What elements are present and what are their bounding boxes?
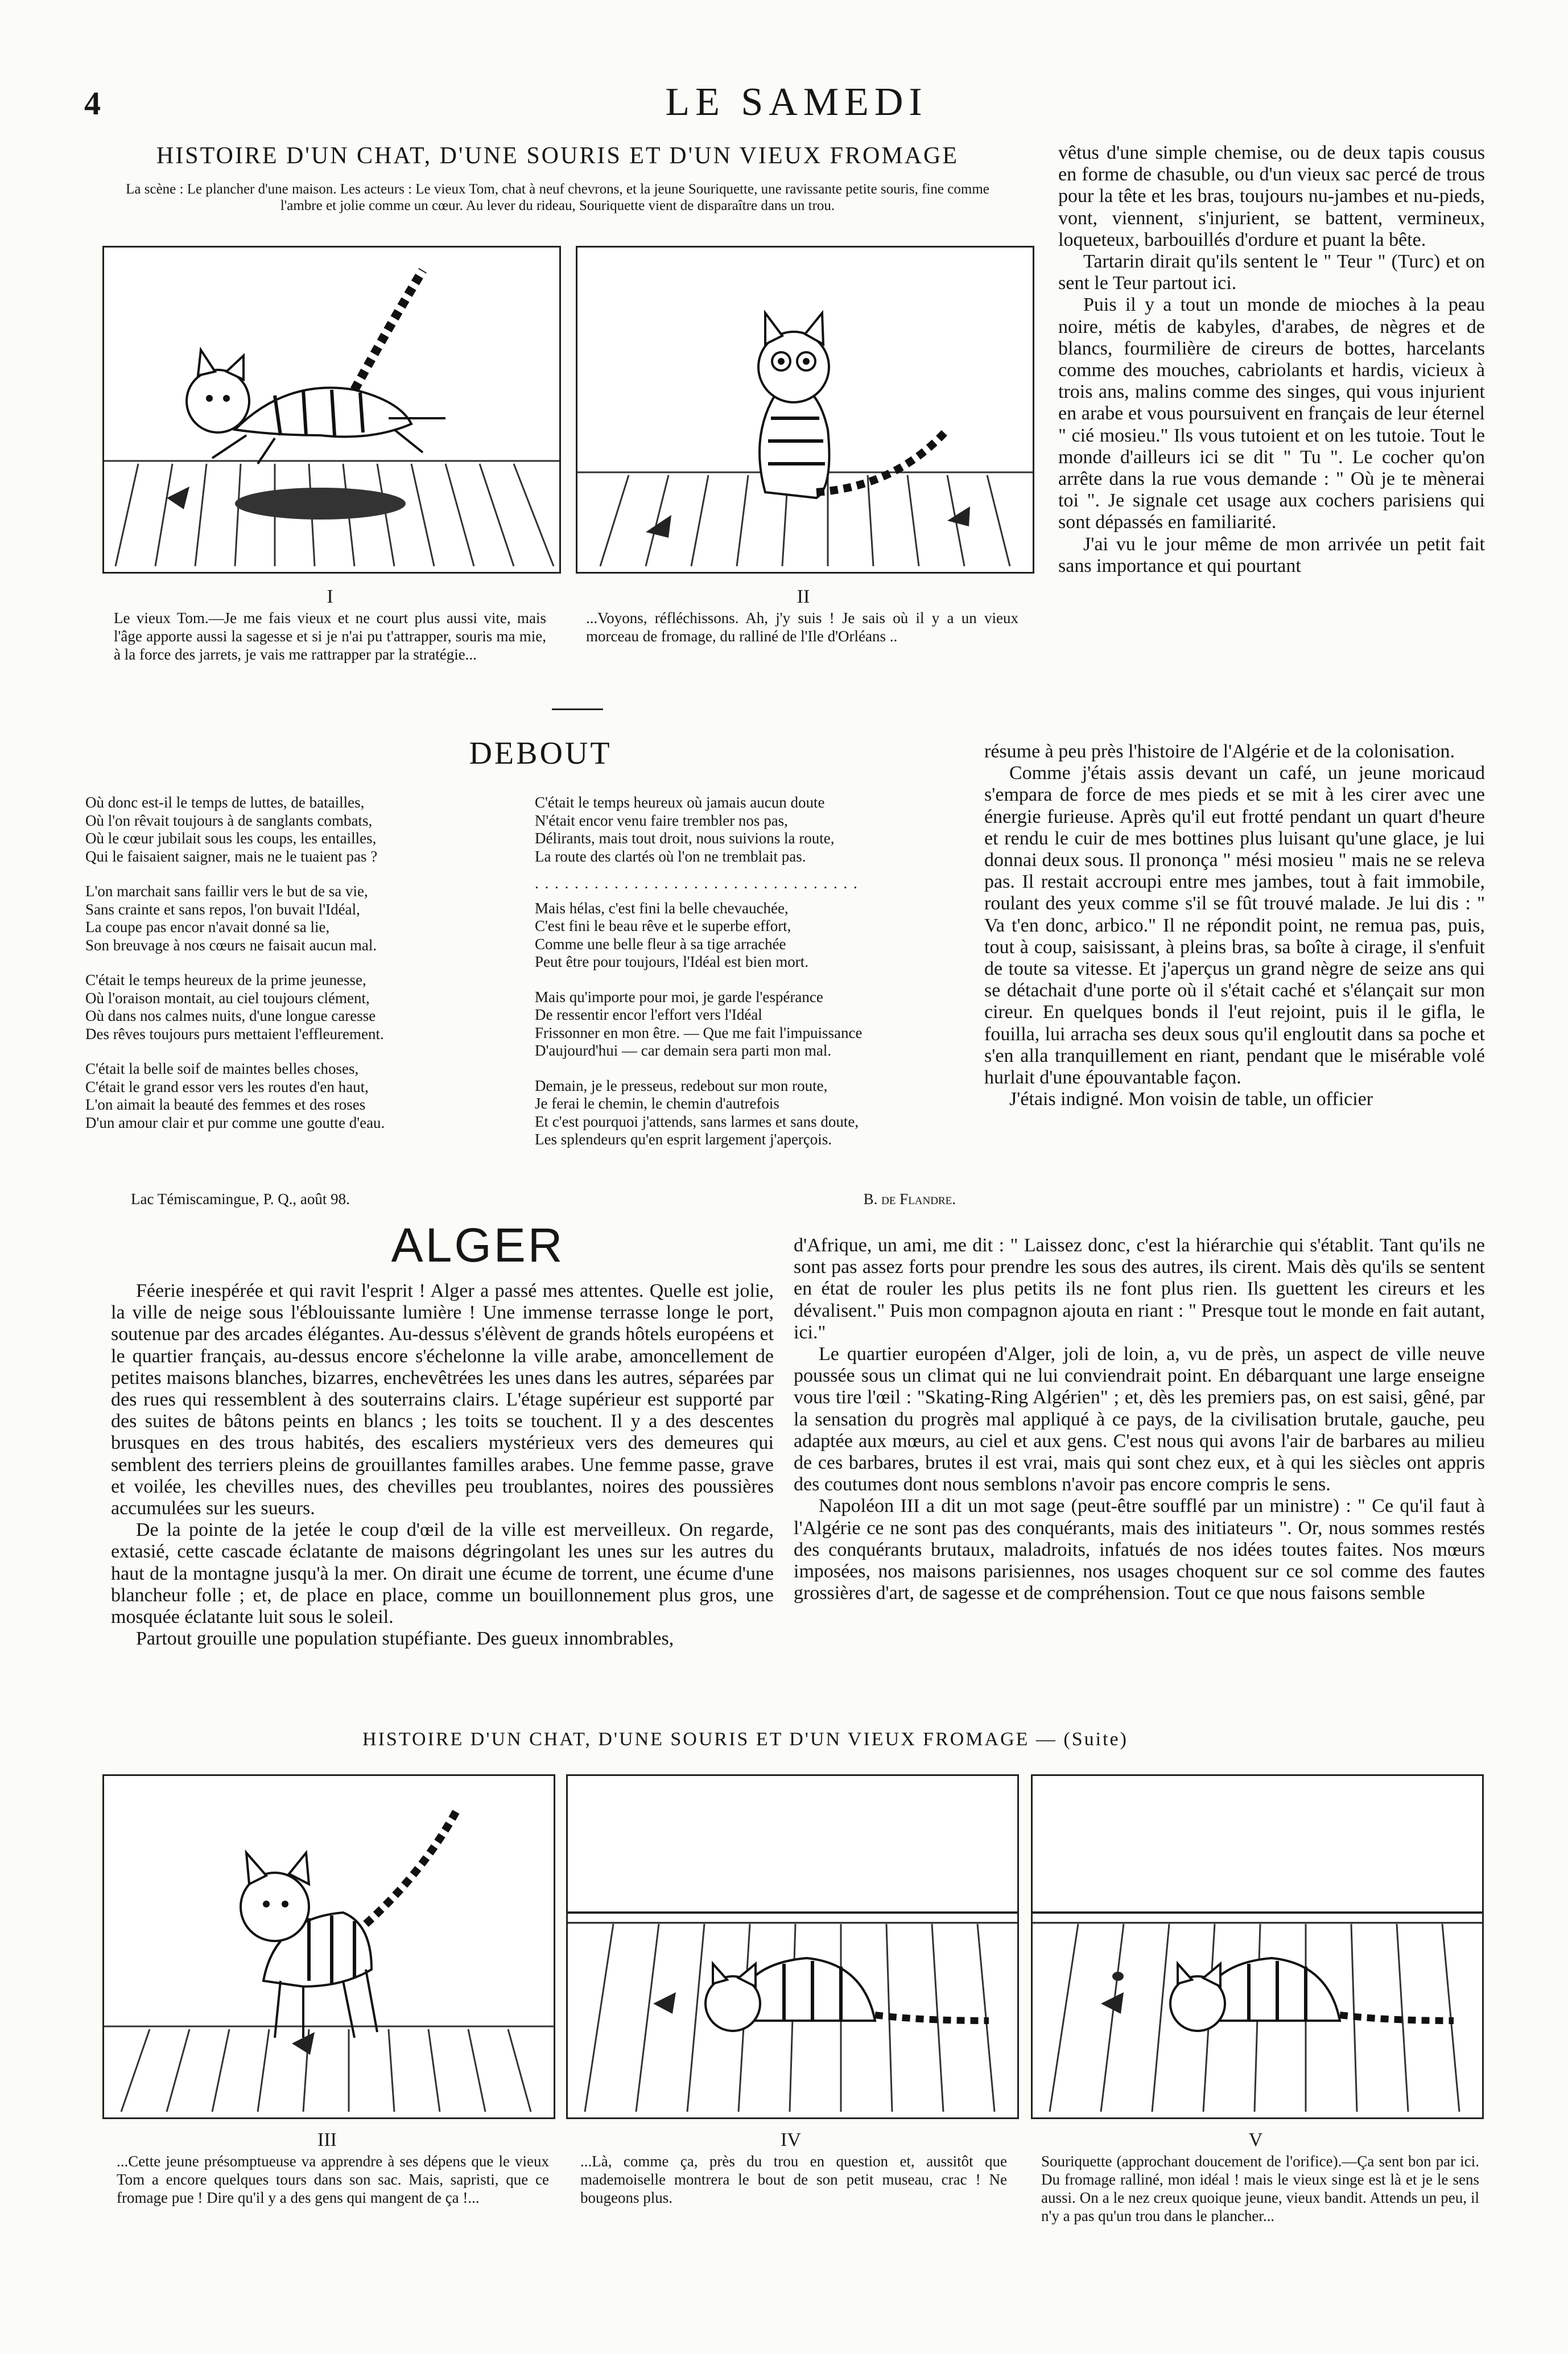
- poem-stanza: [85, 794, 506, 866]
- comic-suite-title: HISTOIRE D'UN CHAT, D'UNE SOURIS ET D'UN VIEUX FROMAGE — (Suite): [362, 1729, 1128, 1750]
- comic-panel-3: [102, 1774, 555, 2119]
- article-title: ALGER: [391, 1218, 565, 1272]
- poem-line: Je ferai le chemin, le chemin d'autrefois: [535, 1095, 779, 1112]
- poem-place-date: Lac Témiscamingue, P. Q., août 98.: [131, 1190, 350, 1208]
- poem-line: C'était le temps heureux de la prime jeunesse,: [85, 971, 366, 988]
- poem-line: De ressentir encor l'effort vers l'Idéal: [535, 1006, 762, 1023]
- cat-leaping-illustration: [104, 248, 559, 572]
- poem-title: DEBOUT: [469, 736, 612, 771]
- panel-1-numeral: I: [327, 586, 333, 607]
- poem-line: Demain, je le presseus, redebout sur mon route,: [535, 1077, 828, 1094]
- poem-line: Les splendeurs qu'en esprit largement j'aperçois.: [535, 1131, 832, 1148]
- panel-4-numeral: IV: [781, 2129, 801, 2150]
- poem-line: L'on marchait sans faillir vers le but de sa vie,: [85, 883, 368, 900]
- poem-line: N'était encor venu faire trembler nos pas,: [535, 811, 788, 829]
- paragraph: Féerie inespérée et qui ravit l'esprit ! Alger a passé mes attentes. Quelle est jolie, la ville de neige sous l'éblouissante lumière ! Une immense terrasse longe le port, soutenue par des arcades élégantes. Au-dessus s'élèvent de grands hôtels européens et le quartier français, au-dessus encore s'échelonne la ville arabe, amoncellement de petites maisons blanches, bizarres, enchevêtrées les unes dans les autres, séparées par des rues qui ressemblent à des souterrains clairs. L'étage supérieur est supporté par des suites de bâtons peints en blancs ; les toits se touchent. Il y a des descentes brusques en des trous habités, des escaliers mystérieux vers des demeures qui semblent des terriers pleins de grouillantes familles arabes. Une femme passe, grave et voilée, les chevilles nues, des chevilles peu troublantes, noires des poussières accumulées sur les sueurs.: [111, 1280, 774, 1519]
- panel-3-numeral: III: [317, 2129, 337, 2150]
- panel-1-caption: Le vieux Tom.—Je me fais vieux et ne court plus aussi vite, mais l'âge apporte aussi la sagesse et si je n'ai pu t'attrapper, souris ma mie, à la force des jarrets, je vais me rattrapper par la stratégie...: [114, 609, 546, 663]
- poem-ellipsis-dots: . . . . . . . . . . . . . . . . . . . . . . . . . . . . . . . . .: [535, 875, 859, 892]
- panel-3-caption: ...Cette jeune présomptueuse va apprendre à ses dépens que le vieux Tom a encore quelques tours dans son sac. Mais, sapristi, que ce fromage pue ! Dire qu'il y a des gens qui mangent de ça !...: [117, 2153, 549, 2206]
- poem-line: L'on aimait la beauté des femmes et des roses: [85, 1096, 366, 1113]
- comic-panel-1: [102, 246, 561, 574]
- poem-stanza: [535, 900, 979, 971]
- comic-panel-2: [576, 246, 1034, 574]
- panel-2-caption: ...Voyons, réfléchissons. Ah, j'y suis ! Je sais où il y a un vieux morceau de fromage, du ralliné de l'Ile d'Orléans ..: [586, 609, 1018, 645]
- paragraph: Partout grouille une population stupéfiante. Des gueux innombrables,: [136, 1628, 674, 1650]
- paragraph: résume à peu près l'histoire de l'Algérie et de la colonisation.: [984, 741, 1455, 762]
- paragraph: vêtus d'une simple chemise, ou de deux tapis cousus en forme de chasuble, ou d'un vieux sac percé de trous pour la tête et les bras, toujours nu-jambes et nu-pieds, vont, viennent, s'injurient, se battent, vermineux, loqueteux, barbouillés d'ordure et puant la bête.: [1058, 142, 1485, 250]
- poem-line: Où l'on rêvait toujours à de sanglants combats,: [85, 811, 373, 829]
- poem-line: Où donc est-il le temps de luttes, de batailles,: [85, 794, 365, 811]
- poem-line: C'était le grand essor vers les routes d'en haut,: [85, 1078, 369, 1095]
- page-number: 4: [84, 85, 101, 122]
- poem-line: Comme une belle fleur à sa tige arrachée: [535, 935, 786, 953]
- poem-line: C'est fini le beau rêve et le superbe effort,: [535, 917, 791, 934]
- paragraph: d'Afrique, un ami, me dit : " Laissez donc, c'est la hiérarchie qui s'établit. Tant qu'ils ne sont pas assez forts pour prendre les sous des autres, ils cirent. Mais dès qu'ils se sentent en état de rouler les plus petits ils ne font plus rien. Ils guettent les cireurs et les dévalisent." Puis mon compagnon ajouta en riant : " Presque tout le monde en fait autant, ici.": [794, 1235, 1485, 1343]
- poem-line: Où dans nos calmes nuits, d'une longue caresse: [85, 1007, 376, 1024]
- cat-sitting-illustration: [577, 248, 1033, 572]
- paragraph: Puis il y a tout un monde de mioches à la peau noire, métis de kabyles, d'arabes, de nègres et de blancs, fourmilière de cireurs de bottes, harcelants comme des mouches, cabriolants et hardis, vicieux à trois ans, malins comme des singes, qui vous injurient en arabe et vous poursuivent en français de leur éternel " cié mosieu." Ils vous tutoient et on les tutoie. Tout le monde d'ailleurs ici se dit " Tu ". Le cocher qu'on arrête dans la rue vous demande : " Où je te mènerai toi ". Je signale cet usage aux cochers parisiens qui sont dépassés en familiarité.: [1058, 294, 1485, 533]
- poem-line: Sans crainte et sans repos, l'on buvait l'Idéal,: [85, 900, 360, 918]
- poem-line: C'était le temps heureux où jamais aucun doute: [535, 794, 825, 811]
- poem-line: Mais hélas, c'est fini la belle chevauchée,: [535, 899, 789, 917]
- paragraph: Comme j'étais assis devant un café, un jeune moricaud s'empara de force de mes pieds et se mit à les cirer avec une énergie furieuse. Après qu'il eut frotté pendant un quart d'heure et rendu le cuir de mes bottines plus luisant qu'une glace, je lui donnai deux sous. Il prononça " mési mosieu " mais ne se releva pas. Il restait accroupi entre mes jambes, tout à fait immobile, roulant des yeux comme s'il se fût trouvé malade. Je lui dis : " Va t'en donc, arbico." Il ne répondit point, ne remua pas, puis, tout à coup, saisissant, à pleins bras, sa boîte à cirage, il s'enfuit de toute sa vitesse. Et j'aperçus un grand nègre de seize ans qui se détachait d'une porte où il s'était caché et s'élançait sur mon cireur. En quelques bonds il l'eut rejoint, puis il le gifla, le fouilla, lui arracha ses deux sous qu'il engloutit dans sa poche et s'en alla tranquillement en riant, pendant que le misérable volé hurlait d'une épouvantable façon.: [984, 763, 1485, 1089]
- poem-line: La route des clartés où l'on ne tremblait pas.: [535, 847, 806, 865]
- panel-4-caption: ...Là, comme ça, près du trou en question et, aussitôt que mademoiselle montrera le bout de son petit museau, crac ! Ne bougeons plus.: [580, 2153, 1007, 2206]
- separator-rule: [552, 708, 603, 710]
- panel-5-numeral: V: [1248, 2129, 1263, 2150]
- poem-stanza: [535, 988, 979, 1060]
- masthead: LE SAMEDI: [665, 80, 928, 124]
- paragraph: Tartarin dirait qu'ils sentent le " Teur " (Turc) et on sent le Teur partout ici.: [1058, 251, 1485, 294]
- cat-standing-illustration: [104, 1776, 554, 2117]
- poem-line: D'aujourd'hui — car demain sera parti mon mal.: [535, 1042, 832, 1059]
- article-continuation-column: [1058, 142, 1485, 577]
- poem-author: B. de Flandre.: [863, 1190, 956, 1208]
- panel-5-caption: Souriquette (approchant doucement de l'orifice).—Ça sent bon par ici. Du fromage ralliné, mon idéal ! mais le vieux singe est là et je le sens aussi. On a le nez creux quoique jeune, vieux bandit. Attends un peu, il n'y a pas qu'un trou dans le plancher...: [1041, 2153, 1479, 2224]
- poem-line: Délirants, mais tout droit, nous suivions la route,: [535, 830, 835, 847]
- poem-stanza: [85, 1060, 506, 1132]
- poem-stanza: [535, 794, 979, 866]
- comic-panel-5: [1031, 1774, 1484, 2119]
- poem-line: Frissonner en mon être. — Que me fait l'impuissance: [535, 1024, 863, 1041]
- poem-line: Mais qu'importe pour moi, je garde l'espérance: [535, 988, 823, 1006]
- paragraph: J'ai vu le jour même de mon arrivée un petit fait sans importance et qui pourtant: [1058, 533, 1485, 576]
- poem-line: C'était la belle soif de maintes belles choses,: [85, 1060, 359, 1077]
- paragraph: Le quartier européen d'Alger, joli de loin, a, vu de près, un aspect de ville neuve poussée sous un climat qui ne lui conviendrait point. En débarquant une large enseigne vous tire l'œil : "Skating-Ring Algérien" ; et, dès les premiers pas, on est saisi, gêné, par la sensation du progrès mal appliqué à ce pays, de la civilisation brutale, gauche, peu adaptée aux mœurs, au ciel et aux gens. C'est nous qui avons l'air de barbares au milieu de ces barbares, brutes il est vrai, mais qui sont chez eux, et à qui les siècles ont appris des coutumes dont nous semblons n'avoir pas encore compris le sens.: [794, 1344, 1485, 1495]
- poem-line: Où le cœur jubilait sous les coups, les entailles,: [85, 830, 377, 847]
- poem-stanza: [535, 1077, 979, 1149]
- poem-right-column: [535, 794, 979, 1166]
- poem-line: Des rêves toujours purs mettaient l'effleurement.: [85, 1025, 384, 1042]
- poem-line: Où l'oraison montait, au ciel toujours clément,: [85, 989, 370, 1007]
- cat-crouching-illustration: [568, 1776, 1017, 2117]
- poem-line: Son breuvage à nos cœurs ne faisait aucun mal.: [85, 936, 377, 954]
- panel-2-numeral: II: [797, 586, 810, 607]
- poem-left-column: [85, 794, 506, 1149]
- poem-line: La coupe pas encor n'avait donné sa lie,: [85, 918, 330, 936]
- article-continuation-wide: [984, 741, 1485, 1110]
- article-left-column: [111, 1280, 774, 1650]
- comic-title: HISTOIRE D'UN CHAT, D'UNE SOURIS ET D'UN VIEUX FROMAGE: [156, 143, 959, 169]
- poem-line: Qui le faisaient saigner, mais ne le tuaient pas ?: [85, 847, 378, 865]
- comic-scene-description: La scène : Le plancher d'une maison. Les acteurs : Le vieux Tom, chat à neuf chevrons, et la jeune Souriquette, une ravissante petite souris, fine comme l'ambre et jolie comme un cœur. Au lever du rideau, Souriquette vient de disparaître dans un trou.: [126, 182, 989, 213]
- comic-panel-4: [566, 1774, 1019, 2119]
- poem-line: Et c'est pourquoi j'attends, sans larmes et sans doute,: [535, 1112, 859, 1130]
- paragraph: De la pointe de la jetée le coup d'œil de la ville est merveilleux. On regarde, extasié, cette cascade éclatante de maisons dégringolant les unes sur les autres du haut de la montagne jusqu'à la mer. On dirait une écume de torrent, une écume d'une blancheur folle ; et, de place en place, comme un bouillonnement plus gros, une mosquée éclatante luit sous le soleil.: [111, 1519, 774, 1628]
- article-right-column: [794, 1235, 1485, 1604]
- paragraph: J'étais indigné. Mon voisin de table, un officier: [1009, 1089, 1373, 1110]
- poem-line: D'un amour clair et pur comme une goutte d'eau.: [85, 1114, 385, 1131]
- poem-stanza: [85, 971, 506, 1043]
- poem-stanza: [85, 883, 506, 954]
- paragraph: Napoléon III a dit un mot sage (peut-être soufflé par un ministre) : " Ce qu'il faut à l'Algérie ce ne sont pas des conquérants, mais des initiateurs ". Or, nous sommes restés des conquérants brutaux, maladroits, infatués de nos idées toutes faites. Nos mœurs imposées, nos maisons parisiennes, nos usages choquent sur ce sol comme des fautes grossières d'art, de sagesse et de compréhension. Tout ce que nous faisons semble: [794, 1495, 1485, 1604]
- poem-line: Peut être pour toujours, l'Idéal est bien mort.: [535, 953, 809, 970]
- cat-and-mouse-illustration: [1033, 1776, 1482, 2117]
